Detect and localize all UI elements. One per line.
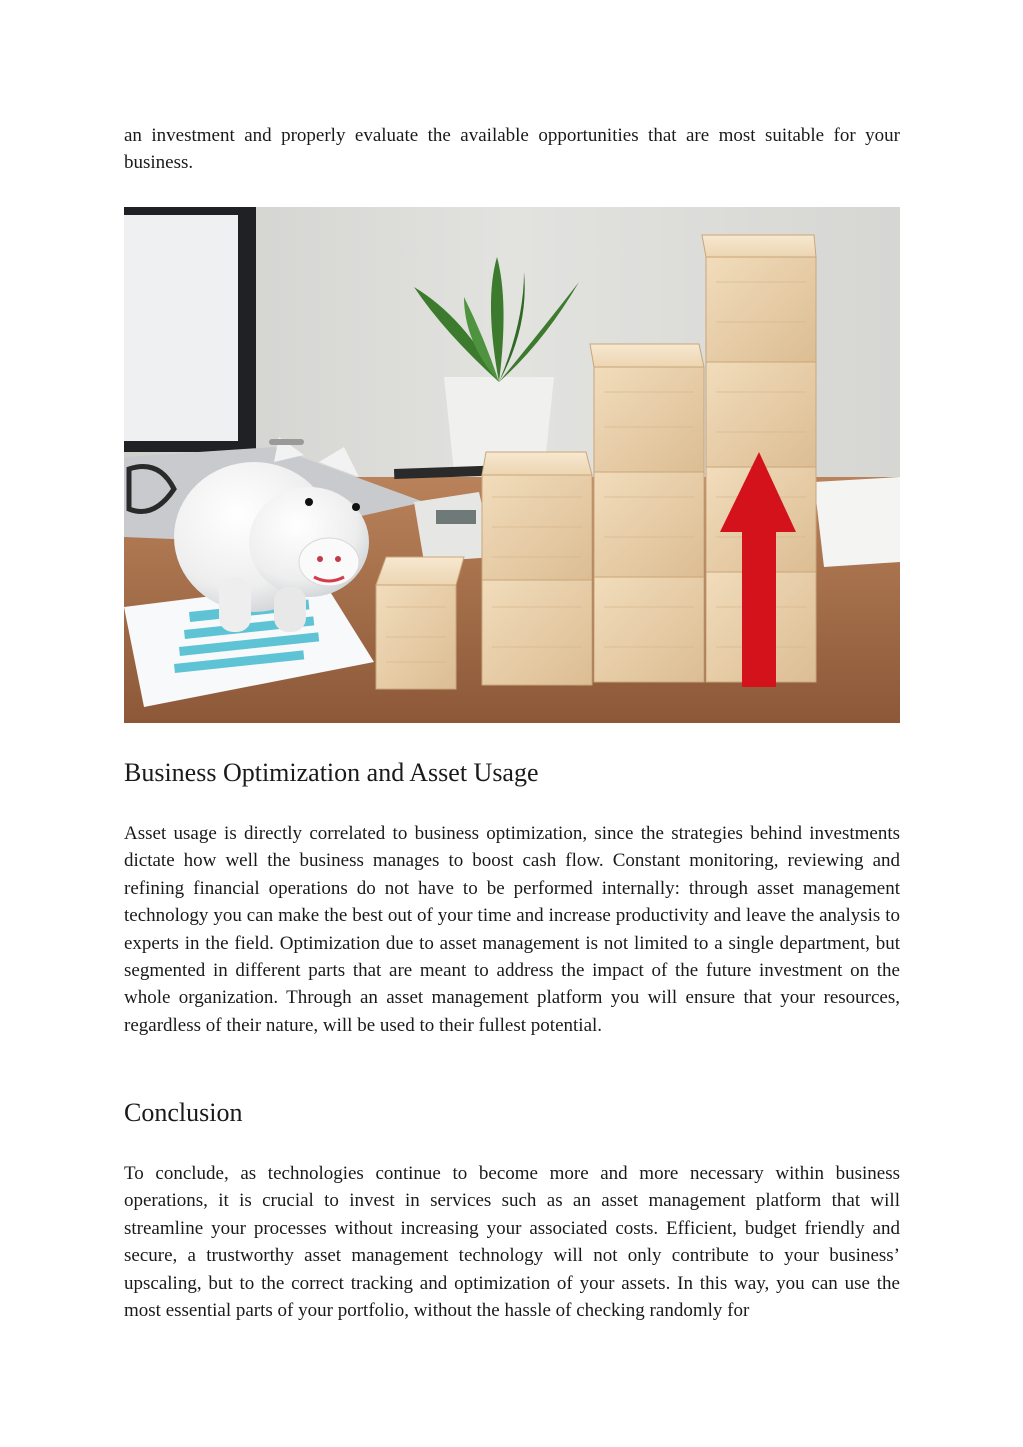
section-heading: Business Optimization and Asset Usage (124, 758, 539, 787)
monitor-screen (124, 215, 238, 441)
wooden-blocks-piggy-bank-illustration (124, 207, 900, 723)
section-heading: Conclusion (124, 1098, 243, 1127)
calculator-display (436, 510, 476, 524)
section-paragraph: To conclude, as technologies continue to become more and more necessary within business operations, it is crucial to invest in services such as an asset management platform that will streamline your processes without increasing your associated costs. Efficient, budget friendly and secure, a trustworthy asset management technology will not only contribute to your business’ upscaling, but to the correct tracking and optimization of your assets. In this way, you can use the most essential parts of your portfolio, without the hassle of checking randomly for (124, 1163, 900, 1322)
notebook (814, 477, 900, 567)
intro-paragraph: an investment and properly evaluate the available opportunities that are most suitable for your business. (124, 125, 900, 174)
section-paragraph: Asset usage is directly correlated to business optimization, since the strategies behind investments dictate how well the business manages to boost cash flow. Constant monitoring, reviewing and refining financial operations do not have to be performed internally: through asset management technology you can make the best out of your time and increase productivity and leave the analysis to experts in the field. Optimization due to asset management is not limited to a single department, but segmented in different parts that are meant to address the impact of the future investment on the whole organization. Through an asset management platform you will ensure that your resources, regardless of their nature, will be used to their fullest potential. (124, 823, 900, 1036)
article-image (124, 207, 900, 723)
